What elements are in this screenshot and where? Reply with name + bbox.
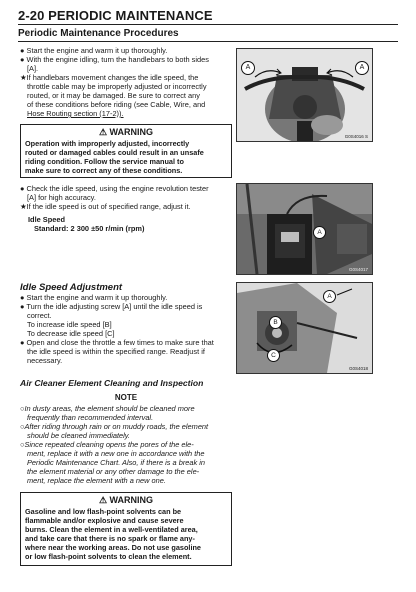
note-line: Periodic Maintenance Chart. Also, if there is a break in — [27, 458, 206, 467]
text-line: throttle cable may be improperly adjusted or incorrectly — [27, 82, 207, 91]
note-label: NOTE — [114, 393, 138, 402]
text-line: ● With the engine idling, turn the handlebars to both sides — [20, 55, 209, 64]
warning-line: Operation with improperly adjusted, incorrectly — [25, 139, 190, 148]
warning-line: Gasoline and low flash-point solvents can be — [25, 507, 182, 516]
warning-body — [21, 138, 231, 178]
text-line: To increase idle speed [B] — [27, 320, 112, 329]
section-title: Periodic Maintenance Procedures — [18, 28, 179, 39]
text-line: correct. — [27, 311, 52, 320]
text-line: ● Start the engine and warm it up thoroughly. — [20, 293, 168, 302]
warning-line: flammable and/or explosive and cause severe — [25, 516, 184, 525]
warning-box-cables — [20, 124, 232, 178]
note-line: ○Since repeated cleaning opens the pores of the ele- — [20, 440, 194, 449]
figure-idle-screw-photo — [236, 282, 373, 374]
idle-adjust-heading: Idle Speed Adjustment — [20, 282, 123, 293]
callout-a: A — [323, 290, 336, 303]
warning-title: ⚠ WARNING — [98, 495, 154, 505]
idle-adjust-text — [20, 293, 232, 365]
note-line: should be cleaned immediately. — [27, 431, 130, 440]
arrow-right-icon — [325, 67, 355, 81]
callout-a-right: A — [355, 61, 369, 75]
air-cleaner-heading: Air Cleaner Element Cleaning and Inspection — [20, 378, 204, 388]
warning-box-solvents — [20, 492, 232, 566]
text-line: ★If the idle speed is out of specified range, adjust it. — [20, 202, 191, 211]
figure-tester-photo — [236, 183, 373, 275]
warning-line: routed or damaged cables could result in an unsafe — [25, 148, 204, 157]
idle-check-text — [20, 46, 232, 118]
text-line: To decrease idle speed [C] — [27, 329, 115, 338]
warning-body — [21, 506, 231, 564]
note-line: frequently than recommended interval. — [27, 413, 154, 422]
warning-line: and take care that there is no spark or flame any- — [25, 534, 195, 543]
figure-code: G0S4017 — [348, 267, 368, 272]
text-line: [A] for high accuracy. — [27, 193, 96, 202]
warning-line: make sure to correct any of these conditions. — [25, 166, 183, 175]
note-line: ment, replace the element with a new one. — [27, 476, 166, 485]
note-line: the element material or any other damage to the ele- — [27, 467, 200, 476]
callout-b: B — [269, 316, 282, 329]
page-header: 2-20 PERIODIC MAINTENANCE — [18, 8, 213, 23]
text-line: Hose Routing section (17-2)). — [27, 109, 124, 118]
text-line: [A]. — [27, 64, 39, 73]
figure-handlebars-photo — [236, 48, 373, 142]
figure-code: G0S4018 — [348, 366, 368, 371]
header-rule — [18, 24, 398, 25]
figure-code: G0S4016 S — [344, 134, 368, 139]
note-line: ○In dusty areas, the element should be cleaned more — [20, 404, 195, 413]
section-rule — [18, 41, 398, 42]
text-line: ● Turn the idle adjusting screw [A] until the idle speed is — [20, 302, 203, 311]
text-line: the idle speed is within the specified range. Readjust if — [27, 347, 205, 356]
spec-value: Standard: 2 300 ±50 r/min (rpm) — [34, 224, 145, 233]
idle-speed-check-text — [20, 184, 232, 233]
note-line: ○After riding through rain or on muddy roads, the element — [20, 422, 209, 431]
air-cleaner-notes — [20, 404, 234, 485]
callout-a-left: A — [241, 61, 255, 75]
text-line: of these conditions before riding (see Cable, Wire, and — [27, 100, 206, 109]
text-line: ● Check the idle speed, using the engine revolution tester — [20, 184, 209, 193]
callout-a: A — [313, 226, 326, 239]
arrow-left-icon — [253, 67, 283, 81]
note-line: ment, replace it with a new one in accordance with the — [27, 449, 205, 458]
warning-line: burns. Clean the element in a well-ventilated area, — [25, 525, 198, 534]
warning-line: or low flash-point solvents to clean the element. — [25, 552, 192, 561]
spec-label: Idle Speed — [28, 215, 65, 224]
text-line: ★If handlebars movement changes the idle speed, the — [20, 73, 199, 82]
warning-line: where near the working areas. Do not use gasoline — [25, 543, 201, 552]
text-line: necessary. — [27, 356, 63, 365]
text-line: ● Start the engine and warm it up thoroughly. — [20, 46, 168, 55]
warning-line: riding condition. Follow the service manual to — [25, 157, 184, 166]
text-line: ● Open and close the throttle a few times to make sure that — [20, 338, 214, 347]
text-line: routed, or it may be damaged. Be sure to correct any — [27, 91, 200, 100]
callout-c: C — [267, 349, 280, 362]
warning-title: ⚠ WARNING — [98, 127, 154, 137]
